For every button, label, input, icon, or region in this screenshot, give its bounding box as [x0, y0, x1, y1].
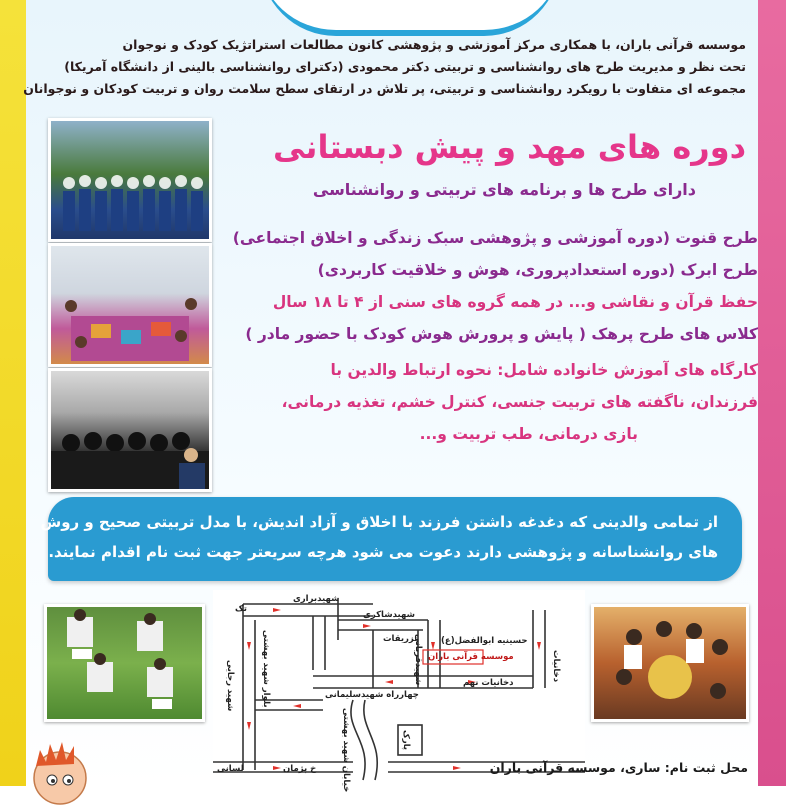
banner-line: از تمامی والدینی که دغدغه داشتن فرزند با اخلاق و آزاد اندیش، با مدل تربیتی صحیح و روش: [40, 513, 718, 531]
map-label: حسینیه ابوالفضل(ع): [441, 636, 528, 646]
map-label: شهیدبراری: [293, 594, 340, 604]
workshop-line: بازی درمانی، طب تربیت و...: [419, 425, 638, 443]
map-label: شهید رجایی: [225, 660, 235, 712]
right-color-bar: [758, 0, 786, 786]
program-item: کلاس های طرح پرهک ( پایش و پرورش هوش کودک با حضور مادر ): [245, 325, 758, 343]
photo-children-classroom: [48, 243, 212, 367]
map-label: شهیدقربانی: [413, 634, 423, 686]
page-subtitle: دارای طرح ها و برنامه های تربیتی و روانشناسی: [312, 180, 696, 199]
location-map: [213, 590, 585, 793]
photo-children-lineup: [48, 118, 212, 242]
map-label: لسانی: [217, 764, 244, 774]
map-label: دخانیات نهم: [463, 678, 514, 688]
workshop-line: فرزندان، ناگفته های تربیت جنسی، کنترل خشم، تغذیه درمانی،: [281, 393, 758, 411]
registration-address: محل ثبت نام: ساری، موسسه قرآنی باران: [489, 760, 748, 775]
intro-text: [23, 34, 746, 100]
top-logo-wave: [260, 0, 560, 36]
map-label: خ پژمان: [283, 764, 317, 774]
map-label: پارک: [401, 730, 411, 750]
institute-map-label: موسسه قرآنی باران: [428, 652, 514, 662]
map-label: تزریقات: [383, 634, 418, 644]
map-label: تک: [235, 604, 247, 614]
cartoon-kid-icon: [22, 736, 92, 806]
invitation-banner: [40, 497, 742, 581]
banner-line: های روانشناسانه و پژوهشی دارند دعوت می شود هرچه سریعتر جهت ثبت نام اقدام نمایند.: [48, 543, 718, 561]
photo-children-reading: [44, 604, 205, 722]
map-label: شهیدشاکری: [363, 610, 415, 620]
page-title: دوره های مهد و پیش دبستانی: [273, 128, 746, 166]
left-color-bar: [0, 0, 26, 786]
map-label: چهارراه شهیدسلیمانی: [325, 690, 419, 700]
photo-children-circle: [591, 604, 749, 722]
intro-line: مجموعه ای متفاوت با رویکرد روانشناسی و تربیتی، پر تلاش در ارتقای سطح سلامت روان و تربیت کودکان و نوجوانان: [23, 81, 746, 96]
program-item: حفظ قرآن و نقاشی و... در همه گروه های سنی از ۴ تا ۱۸ سال: [272, 293, 758, 311]
program-item: طرح ابرک (دوره استعدادپروری، هوش و خلاقیت کاربردی): [317, 261, 758, 279]
map-label: دخانیات: [551, 650, 561, 683]
intro-line: موسسه قرآنی باران، با همکاری مرکز آموزشی و پژوهشی کانون مطالعات استراتژیک کودک و نوجوان: [122, 37, 746, 52]
program-item: طرح قنوت (دوره آموزشی و پژوهشی سبک زندگی و اخلاق اجتماعی): [232, 229, 758, 247]
program-list: [232, 222, 758, 450]
intro-line: تحت نظر و مدیریت طرح های روانشناسی و تربیتی دکتر محمودی (دکترای روانشناسی بالینی از دانشگاه آمریکا): [64, 59, 746, 74]
map-label: بلوار شهید بهشتی: [261, 630, 271, 708]
workshop-line: کارگاه های آموزش خانواده شامل: نحوه ارتباط والدین با: [330, 361, 758, 379]
map-label: خیابان شهید بهشتی: [341, 708, 351, 793]
photo-family-workshop: [48, 368, 212, 492]
